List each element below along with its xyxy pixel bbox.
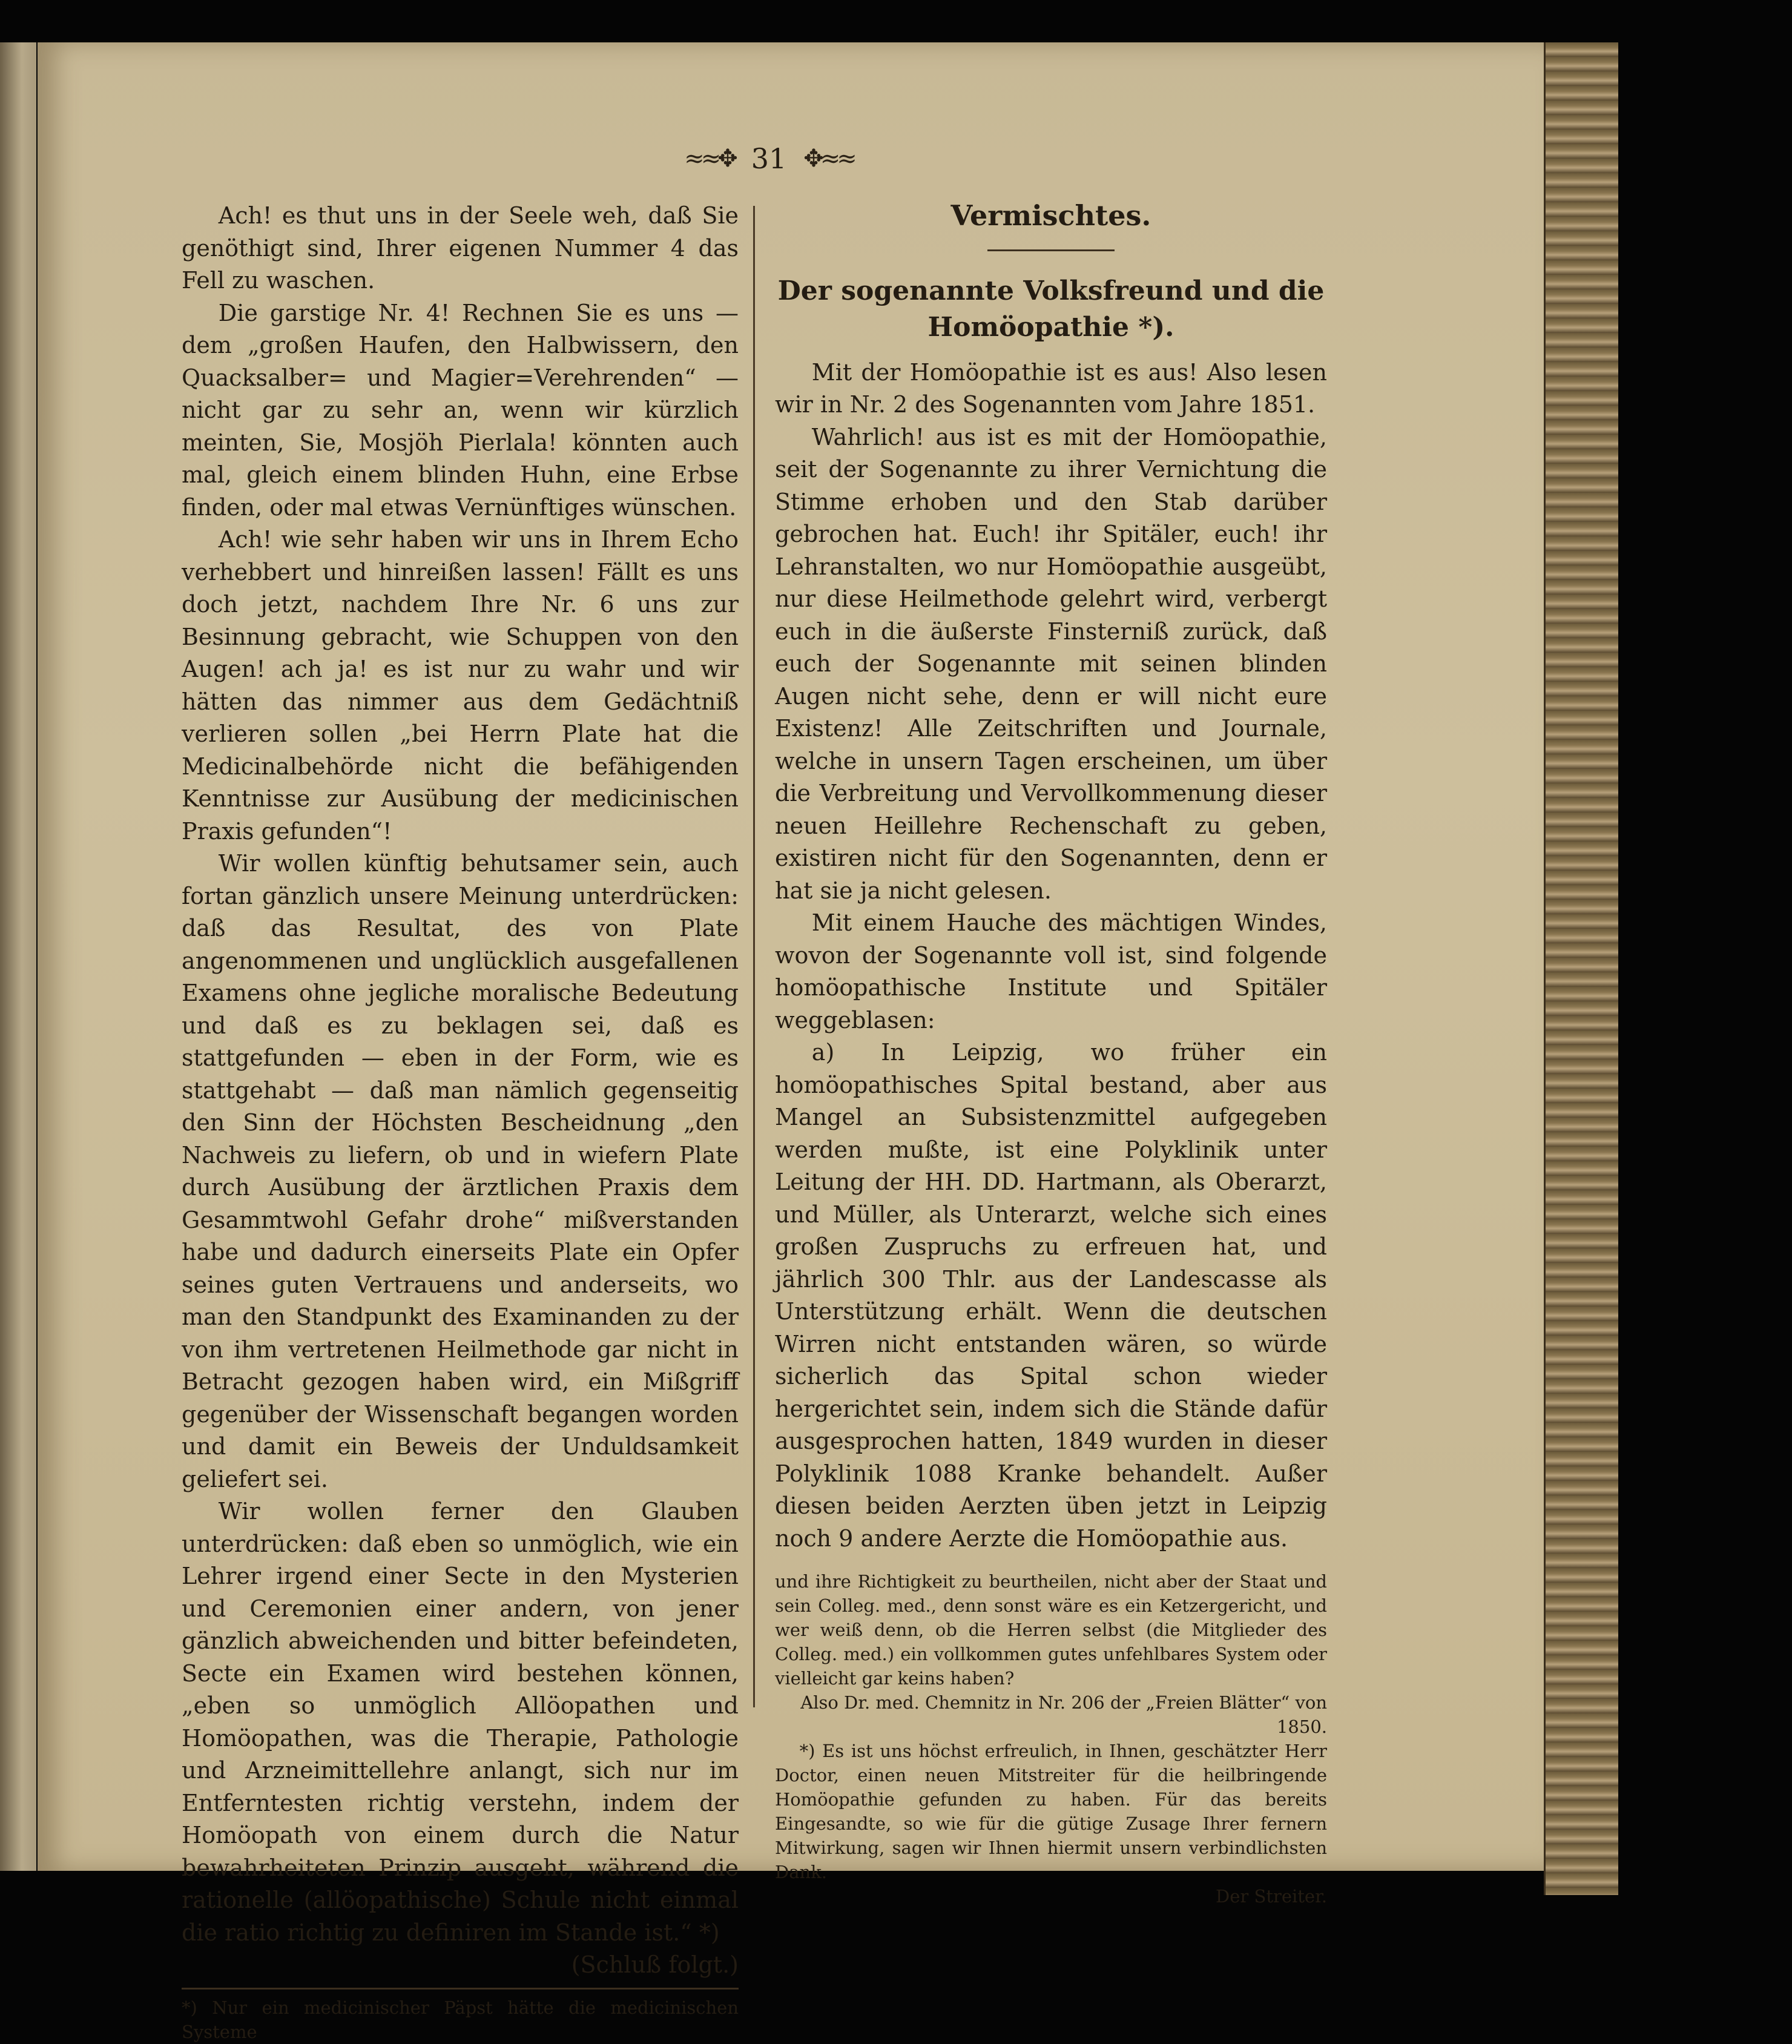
- title-rule: [987, 249, 1115, 251]
- right-column: [775, 199, 1327, 1907]
- left-paragraph: Wir wollen künftig behutsamer sein, auch fortan gänzlich unsere Meinung unterdrücken: daß das Resultat, des von Plate angenommenen und unglücklich ausgefallenen Examens ohne jegliche moralische Bedeutung und daß es zu beklagen sei, daß es stattgefunden — eben in der Form, wie es stattgehabt — daß man nämlich gegenseitig den Sinn der Höchsten Bescheidnung „den Nachweis zu liefern, ob und in wiefern Plate durch Ausübung der ärztlichen Praxis dem Gesammtwohl Gefahr drohe“ mißverstanden habe und dadurch einerseits Plate ein Opfer seines guten Vertrauens und anderseits, wo man den Standpunkt des Examinanden zu der von ihm vertretenen Heilmethode gar nicht in Betracht gezogen haben wird, ein Mißgriff gegenüber der Wissenschaft begangen worden und damit ein Beweis der Unduldsamkeit geliefert sei.: [182, 850, 739, 1492]
- footnote-citation: Also Dr. med. Chemnitz in Nr. 206 der „Freien Blätter“ von 1850.: [800, 1692, 1327, 1737]
- section-title: Vermischtes.: [950, 199, 1151, 232]
- right-paragraph: Mit der Homöopathie ist es aus! Also lesen wir in Nr. 2 des Sogenannten vom Jahre 1851.: [775, 358, 1327, 418]
- footnote-continuation: und ihre Richtigkeit zu beurtheilen, nicht aber der Staat und sein Colleg. med., denn sonst wäre es ein Ketzergericht, und wer weiß denn, ob die Herren selbst (die Mitglieder des Colleg. med.) ein vollkommen gutes unfehlbares System oder vielleicht gar keins haben?: [775, 1571, 1327, 1689]
- left-paragraph: Ach! wie sehr haben wir uns in Ihrem Echo verhebbert und hinreißen lassen! Fällt es uns doch jetzt, nachdem Ihre Nr. 6 uns zur Besinnung gebracht, wie Schuppen von den Augen! ach ja! es ist nur zu wahr und wir hätten das nimmer aus dem Gedächtniß verlieren sollen „bei Herrn Plate hat die Medicinalbehörde nicht die befähigenden Kenntnisse zur Ausübung der medicinischen Praxis gefunden“!: [182, 526, 739, 845]
- footnote-rule: [182, 1988, 739, 1990]
- ornament-right-icon: ✥≈≈: [803, 145, 854, 173]
- left-paragraph: Ach! es thut uns in der Seele weh, daß Sie genöthigt sind, Ihrer eigenen Nummer 4 das Fell zu waschen.: [182, 202, 739, 294]
- left-paragraph: Die garstige Nr. 4! Rechnen Sie es uns — dem „großen Haufen, den Halbwissern, den Quacksalber= und Magier=Verehrenden“ — nicht gar zu sehr an, wenn wir kürzlich meinten, Sie, Mosjöh Pierlala! könnten auch mal, gleich einem blinden Huhn, eine Erbse finden, oder mal etwas Vernünftiges wünschen.: [182, 299, 739, 521]
- continued-note: (Schluß folgt.): [571, 1951, 739, 1978]
- ornament-left-icon: ≈≈✥: [684, 145, 734, 173]
- right-paragraph: Mit einem Hauche des mächtigen Windes, wovon der Sogenannte voll ist, sind folgende homöopathische Institute und Spitäler weggeblasen:: [775, 909, 1327, 1034]
- page-number: 31: [751, 142, 787, 175]
- footnote-star: *) Es ist uns höchst erfreulich, in Ihnen, geschätzter Herr Doctor, einen neuen Mitstreiter für die heilbringende Homöopathie gefunden zu haben. Für das bereits Eingesandte, so wie für die gütige Zusage Ihrer fernern Mitwirkung, sagen wir Ihnen hiermit unsern verbindlichsten Dank.: [775, 1741, 1327, 1882]
- right-paragraph: Wahrlich! aus ist es mit der Homöopathie, seit der Sogenannte zu ihrer Vernichtung die Stimme erhoben und den Stab darüber gebrochen hat. Euch! ihr Spitäler, euch! ihr Lehranstalten, wo nur Homöopathie ausgeübt, nur diese Heilmethode gelehrt wird, verbergt euch in die äußerste Finsterniß zurück, daß euch der Sogenannte mit seinen blinden Augen nicht sehe, denn er will nicht eure Existenz! Alle Zeitschriften und Journale, welche in unsern Tagen erscheinen, um über die Verbreitung und Vervollkommenung dieser neuen Heillehre Rechenschaft zu geben, existiren nicht für den Sogenannten, denn er hat sie ja nicht gelesen.: [775, 423, 1327, 904]
- signature: Der Streiter.: [1215, 1886, 1327, 1907]
- facing-page-edge: [0, 42, 36, 1871]
- right-footnotes: [775, 1569, 1327, 1908]
- article-title: Der sogenannte Volksfreund und die Homöopathie *).: [777, 275, 1325, 343]
- page-header: [666, 140, 872, 177]
- left-footnote: *) Nur ein medicinischer Päpst hätte die medicinischen Systeme: [182, 1997, 739, 2042]
- left-paragraph: Wir wollen ferner den Glauben unterdrücken: daß eben so unmöglich, wie ein Lehrer irgend einer Secte in den Mysterien und Ceremonien einer andern, von jener gänzlich abweichenden und bitter befeindeten, Secte ein Examen wird bestehen können, „eben so unmöglich Allöopathen und Homöopathen, was die Therapie, Pathologie und Arzneimittellehre anlangt, sich nur im Entferntesten richtig verstehn, indem der Homöopath von einem durch die Natur bewahrheiteten Prinzip ausgeht, während die rationelle (allöopathische) Schule nicht einmal die ratio richtig zu definiren im Stande ist.“ *): [182, 1498, 739, 1946]
- left-column: [182, 200, 739, 2042]
- book-fore-edge: [1544, 42, 1618, 1895]
- column-divider: [753, 206, 755, 1707]
- right-paragraph: a) In Leipzig, wo früher ein homöopathisches Spital bestand, aber aus Mangel an Subsistenzmittel aufgegeben werden mußte, ist eine Polyklinik unter Leitung der HH. DD. Hartmann, als Oberarzt, und Müller, als Unterarzt, welche sich eines großen Zuspruchs zu erfreuen hat, und jährlich 300 Thlr. aus der Landescasse als Unterstützung erhält. Wenn die deutschen Wirren nicht entstanden wären, so würde sicherlich das Spital schon wieder hergerichtet sein, indem sich die Stände dafür ausgesprochen hatten, 1849 wurden in dieser Polyklinik 1088 Kranke behandelt. Außer diesen beiden Aerzten üben jetzt in Leipzig noch 9 andere Aerzte die Homöopathie aus.: [775, 1039, 1327, 1552]
